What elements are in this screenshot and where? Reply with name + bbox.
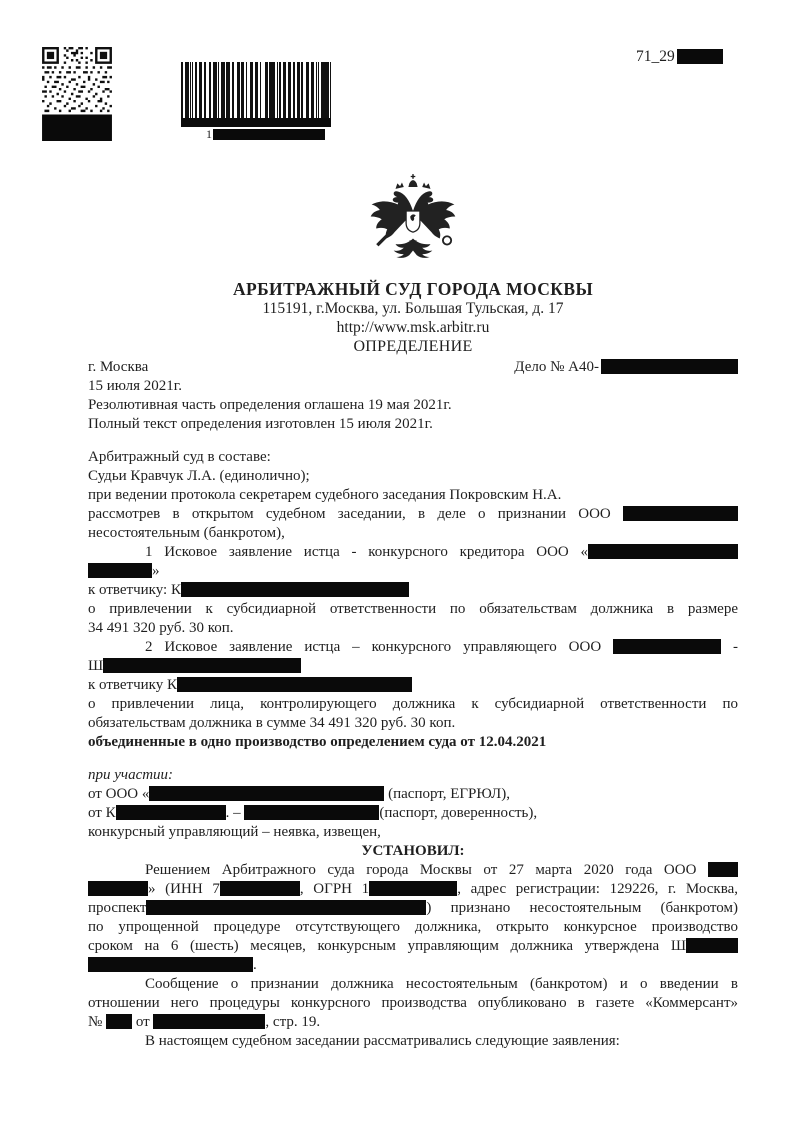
document-line	[88, 581, 738, 600]
document-line	[88, 994, 738, 1013]
document-line	[88, 638, 738, 657]
court-address: 115191, г.Москва, ул. Большая Тульская, д. 17	[262, 300, 564, 317]
city-label: г. Москва	[88, 359, 149, 375]
text-run: »	[152, 563, 160, 579]
text-run: Полный текст определения изготовлен 15 июля 2021г.	[88, 416, 433, 432]
document-number-prefix: 71_29	[636, 48, 675, 65]
redaction-bar	[213, 129, 325, 140]
document-line	[88, 766, 738, 785]
text-run: Ш	[88, 658, 104, 674]
court-website: http://www.msk.arbitr.ru	[336, 319, 490, 336]
text-run: о привлечении лица, контролирующего должника к субсидиарной ответственности по	[88, 696, 738, 712]
case-number-prefix: Дело № А40-	[514, 359, 599, 375]
document-number	[636, 48, 723, 66]
document-line	[88, 880, 738, 899]
redaction-bar	[708, 862, 738, 877]
text-run: 1 Исковое заявление истца - конкурсного кредитора ООО «	[145, 544, 588, 560]
document-line	[88, 861, 738, 880]
text-run: Решением Арбитражного суда города Москвы от 27 марта 2020 года ООО	[145, 862, 708, 878]
barcode-caption-prefix: 1	[206, 127, 212, 141]
document-line	[88, 842, 738, 861]
document-line	[88, 524, 738, 543]
text-run: » (ИНН 7	[148, 881, 220, 897]
russia-coat-of-arms-icon	[88, 0, 738, 277]
document-line	[88, 733, 738, 752]
redaction-bar	[149, 786, 384, 801]
document-line	[88, 562, 738, 581]
document-body	[88, 377, 738, 1051]
text-run: №	[88, 1014, 107, 1030]
document-line	[88, 619, 738, 638]
text-run: 2 Исковое заявление истца – конкурсного управляющего ООО	[145, 639, 614, 655]
text-run: .	[253, 957, 257, 973]
redaction-bar	[88, 881, 148, 896]
text-run: Судьи Кравчук Л.А. (единолично);	[88, 468, 310, 484]
text-run: 34 491 320 руб. 30 коп.	[88, 620, 234, 636]
text-run: по упрощенной процедуре отсутствующего должника, открыто конкурсное производство	[88, 919, 738, 935]
text-run: ) признано несостоятельным (банкротом)	[426, 900, 738, 916]
text-run: -	[721, 639, 738, 655]
document-line	[88, 804, 738, 823]
text-run: конкурсный управляющий – неявка, извещен,	[88, 824, 381, 840]
text-run: 15 июля 2021г.	[88, 378, 182, 394]
redaction-bar	[116, 805, 226, 820]
redaction-bar	[146, 900, 426, 915]
text-run: при ведении протокола секретарем судебного заседания Покровским Н.А.	[88, 487, 562, 503]
court-name: АРБИТРАЖНЫЙ СУД ГОРОДА МОСКВЫ	[232, 279, 594, 299]
text-run: (паспорт, ЕГРЮЛ),	[384, 786, 510, 802]
text-run: проспект	[88, 900, 147, 916]
document-line	[88, 657, 738, 676]
meta-row	[88, 358, 738, 377]
text-run: , ОГРН 1	[299, 881, 370, 897]
text-run: , адрес регистрации: 129226, г. Москва,	[457, 881, 739, 897]
document-line	[88, 396, 738, 415]
document-line	[88, 486, 738, 505]
text-run: Резолютивная часть определения оглашена 19 мая 2021г.	[88, 397, 452, 413]
document-line	[88, 600, 738, 619]
text-run: отношении него процедуры конкурсного производства опубликовано в газете «Коммерсант»	[88, 995, 738, 1011]
document-line	[88, 377, 738, 396]
text-run: сроком на 6 (шесть) месяцев, конкурсным управляющим должника утверждена Ш	[88, 938, 686, 954]
text-run: Сообщение о признании должника несостоятельным (банкротом) и о введении в	[145, 976, 738, 992]
qr-code-image	[42, 47, 112, 141]
document-line	[88, 676, 738, 695]
text-run: объединенные в одно производство определением суда от 12.04.2021	[88, 734, 547, 750]
redaction-bar	[677, 49, 723, 64]
document-type-title: ОПРЕДЕЛЕНИЕ	[353, 338, 473, 355]
text-run: (паспорт, доверенность),	[379, 805, 538, 821]
document-line	[88, 695, 738, 714]
text-run: рассмотрев в открытом судебном заседании, в деле о признании ООО	[88, 506, 623, 522]
text-run: от	[132, 1014, 154, 1030]
text-run: о привлечении к субсидиарной ответственности по обязательствам должника в размере	[88, 601, 738, 617]
redaction-bar	[686, 938, 738, 953]
text-run: . –	[225, 805, 245, 821]
document-line	[88, 899, 738, 918]
redaction-bar	[153, 1014, 265, 1029]
text-run: обязательствам должника в сумме 34 491 320 руб. 30 коп.	[88, 715, 456, 731]
document-line	[88, 918, 738, 937]
document-line	[88, 714, 738, 733]
text-run: при участии:	[88, 767, 174, 783]
document-line	[88, 467, 738, 486]
text-run: , стр. 19.	[265, 1014, 321, 1030]
text-run: от ООО «	[88, 786, 150, 802]
document-line	[88, 448, 738, 467]
text-run: от К	[88, 805, 116, 821]
redaction-bar	[181, 582, 409, 597]
redaction-bar	[106, 1014, 132, 1029]
document-line	[88, 956, 738, 975]
document-line	[88, 1032, 738, 1051]
document-line	[88, 543, 738, 562]
text-run: к ответчику: К	[88, 582, 181, 598]
document-line	[88, 823, 738, 842]
redaction-bar	[613, 639, 721, 654]
qr-code-icon	[42, 47, 112, 141]
redaction-bar	[623, 506, 738, 521]
barcode-image	[181, 62, 331, 127]
document-line	[88, 415, 738, 434]
document-line	[88, 505, 738, 524]
redaction-bar	[369, 881, 457, 896]
text-run: Арбитражный суд в составе:	[88, 449, 271, 465]
redaction-bar	[588, 544, 738, 559]
case-number	[514, 358, 738, 377]
document-line	[88, 937, 738, 956]
redaction-bar	[220, 881, 300, 896]
text-run: несостоятельным (банкротом),	[88, 525, 285, 541]
text-run: к ответчику К	[88, 677, 178, 693]
redaction-bar	[177, 677, 412, 692]
document-line	[88, 1013, 738, 1032]
document-line	[88, 975, 738, 994]
text-run: УСТАНОВИЛ:	[361, 843, 465, 859]
redaction-bar	[103, 658, 301, 673]
document-line	[88, 785, 738, 804]
redaction-bar	[88, 563, 152, 578]
text-run: В настоящем судебном заседании рассматривались следующие заявления:	[145, 1033, 620, 1049]
redaction-bar	[42, 114, 112, 141]
redaction-bar	[601, 359, 738, 374]
redaction-bar	[88, 957, 253, 972]
redaction-bar	[244, 805, 379, 820]
barcode-caption	[206, 128, 325, 140]
